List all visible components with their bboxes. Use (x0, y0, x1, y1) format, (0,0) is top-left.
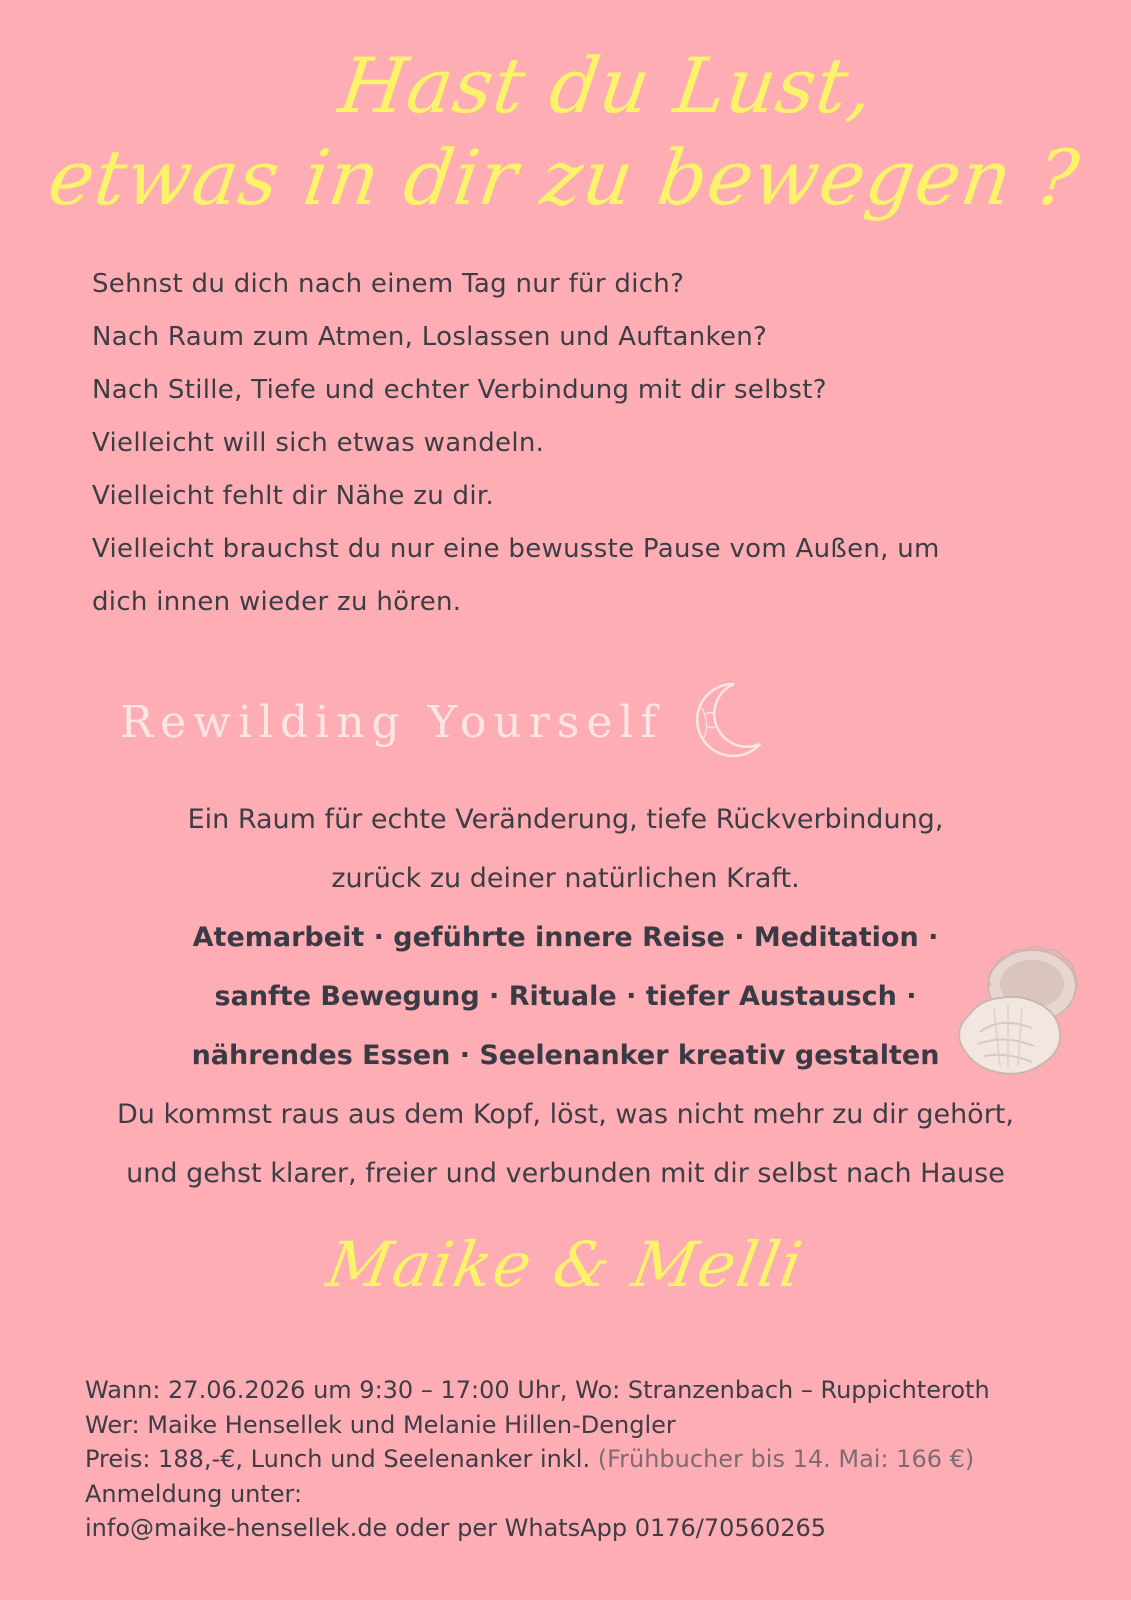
headline (0, 40, 1131, 224)
intro-line: Vielleicht brauchst du nur eine bewusste Pause vom Außen, um (92, 534, 940, 564)
headline-line-2: etwas in dir zu bewegen ? (43, 133, 1085, 222)
details-contact[interactable]: info@maike-hensellek.de oder per WhatsApp 0176/70560265 (85, 1514, 827, 1542)
details-registration: Anmeldung unter: (85, 1479, 303, 1508)
feature-line: nährendes Essen · Seelenanker kreativ gestalten (191, 1040, 940, 1071)
ceramic-shell-dishes-image (950, 944, 1085, 1084)
feature-line: sanfte Bewegung · Rituale · tiefer Austausch · (214, 981, 917, 1012)
headline-line-1: Hast du Lust, (334, 41, 880, 130)
intro-line: Nach Stille, Tiefe und echter Verbindung mit dir selbst? (92, 375, 827, 405)
description-line: und gehst klarer, freier und verbunden mit dir selbst nach Hause (126, 1158, 1005, 1189)
early-bird-note: (Frühbucher bis 14. Mai: 166 €) (597, 1445, 975, 1473)
description-line: Ein Raum für echte Veränderung, tiefe Rückverbindung, (187, 804, 944, 835)
brand-name: Rewilding Yourself (120, 696, 664, 748)
intro-line: dich innen wieder zu hören. (92, 587, 462, 617)
brand-logo (120, 682, 766, 762)
description-line: zurück zu deiner natürlichen Kraft. (331, 863, 800, 894)
event-details (85, 1373, 1085, 1546)
intro-line: Vielleicht fehlt dir Nähe zu dir. (92, 481, 495, 511)
details-who: Wer: Maike Hensellek und Melanie Hillen-Dengler (85, 1410, 676, 1439)
intro-line: Nach Raum zum Atmen, Loslassen und Auftanken? (92, 322, 768, 352)
intro-line: Sehnst du dich nach einem Tag nur für dich? (92, 269, 685, 299)
signature: Maike & Melli (321, 1228, 810, 1301)
price-text: Preis: 188,-€, Lunch und Seelenanker inkl. (85, 1445, 591, 1473)
details-price (85, 1442, 1085, 1477)
feature-line: Atemarbeit · geführte innere Reise · Meditation · (192, 922, 939, 953)
crescent-moon-face-icon (682, 678, 766, 762)
intro-line: Vielleicht will sich etwas wandeln. (92, 428, 545, 458)
intro-text (92, 258, 1052, 629)
description-line: Du kommst raus aus dem Kopf, löst, was nicht mehr zu dir gehört, (117, 1099, 1014, 1130)
details-when-where: Wann: 27.06.2026 um 9:30 – 17:00 Uhr, Wo: Stranzenbach – Ruppichteroth (85, 1376, 990, 1404)
